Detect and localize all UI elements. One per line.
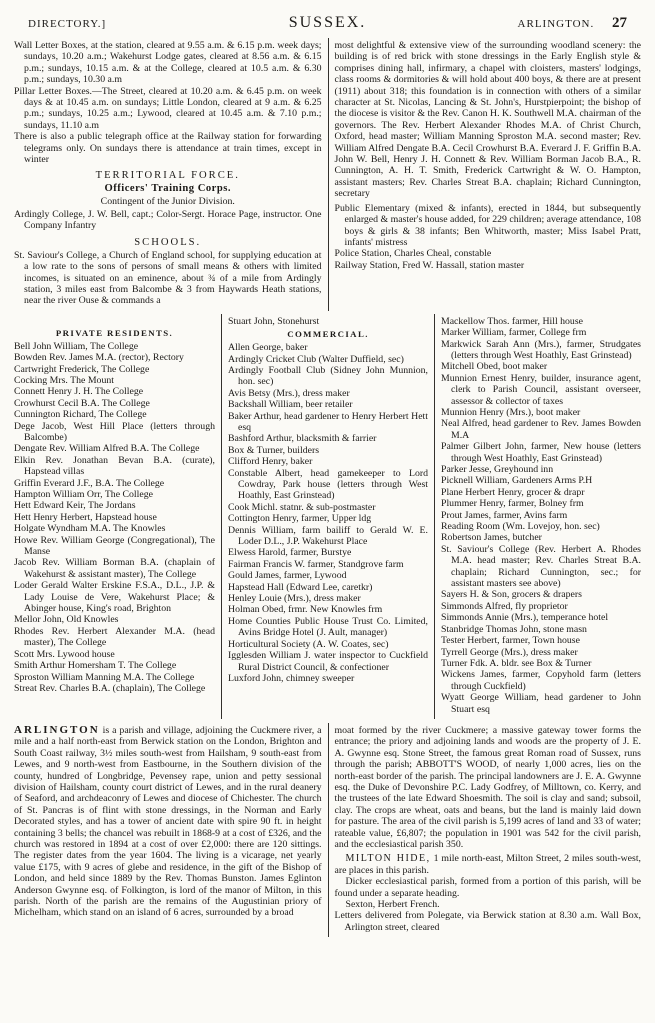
ardingly-college-line: Ardingly College, J. W. Bell, capt.; Color-Sergt. Horace Page, instructor. One Company Infantry: [14, 208, 322, 232]
commercial-entry: Tyrrell George (Mrs.), dress maker: [441, 646, 578, 658]
parish-description-section: [8, 723, 647, 937]
resident-entry: Smith Arthur Homersham T. The College: [14, 660, 177, 672]
commercial-entry: Reading Room (Wm. Lovejoy, hon. sec): [441, 521, 600, 533]
commercial-entry: Plane Herbert Henry, grocer & drapr: [441, 486, 585, 498]
commercial-entry: Prout James, farmer, Avins farm: [441, 509, 568, 521]
top-left-column: [8, 38, 328, 311]
resident-entry: Cunnington Richard, The College: [14, 409, 147, 421]
resident-entry: Connett Henry J. H. The College: [14, 386, 144, 398]
resident-entry: Hett Henry Herbert, Hapstead house: [14, 511, 157, 523]
commercial-entry: Marker William, farmer, College frm: [441, 327, 587, 339]
resident-entry: Dengate Rev. William Alfred B.A. The College: [14, 443, 200, 455]
resident-entry: Crowhurst Cecil B.A. The College: [14, 397, 150, 409]
commercial-entry: Cook Michl. statnr. & sub-postmaster: [228, 501, 376, 513]
commercial-entry: Backshall William, beer retailer: [228, 399, 353, 411]
running-head-left: DIRECTORY.]: [28, 18, 107, 30]
commercial-entry: Luxford John, chimney sweeper: [228, 672, 355, 684]
county-title: SUSSEX.: [288, 14, 367, 31]
commercial-entry: Picknell William, Gardeners Arms P.H: [441, 475, 593, 487]
commercial-entry: Wyatt George William, head gardener to John Stuart esq: [441, 692, 641, 715]
commercial-entry: Wickens James, farmer, Copyhold farm (letters through Cuckfield): [441, 669, 641, 692]
resident-entry: Dege Jacob, West Hill Place (letters through Balcombe): [14, 420, 215, 443]
resident-entry: Scott Mrs. Lywood house: [14, 648, 115, 660]
commercial-entry: Turner Fdk. A. bldr. see Box & Turner: [441, 657, 592, 669]
top-section: [8, 38, 647, 311]
commercial-entry: Igglesden William J. water inspector to Cuckfield Rural District Council, & confectioner: [228, 650, 428, 673]
commercial-entry: Constable Albert, head gamekeeper to Lord Cowdray, Park house (letters through West Hoathly, East Grinstead): [228, 467, 428, 502]
commercial-entry: Clifford Henry, baker: [228, 456, 313, 468]
private-residents-column: [8, 314, 221, 719]
commercial-entry: Palmer Gilbert John, farmer, New house (letters through West Hoathly, East Grinstead): [441, 441, 641, 464]
commercial-entry: Mackellow Thos. farmer, Hill house: [441, 315, 583, 327]
directory-listings-section: [8, 314, 647, 719]
police-station-line: Police Station, Charles Cheal, constable: [334, 248, 492, 260]
top-right-column: [328, 38, 648, 311]
commercial-entry: St. Saviour's College (Rev. Herbert A. Rhodes M.A. head master; Rev. Charles Streat B.A. chaplain; Richard Cunnington, sec.; for assistant masters see above): [441, 543, 641, 590]
resident-entry-overflow: Stuart John, Stonehurst: [228, 315, 320, 327]
commercial-entry: Markwick Sarah Ann (Mrs.), farmer, Strudgates (letters through West Hoathly, East Grinstead): [441, 338, 641, 361]
resident-entry: Bell John William, The College: [14, 340, 139, 352]
commercial-column-1: [221, 314, 434, 719]
wall-letter-boxes-paragraph: Wall Letter Boxes, at the station, cleared at 9.55 a.m. & 6.15 p.m. week days; sundays, 10.20 a.m.; Wakehurst Lodge gates, cleared at 8.56 a.m. & 6.15 p.m.; sundays, 10.15 a.m. & at the College, cleared at 10.5 a.m. & 6.30 p.m.; sundays, 10.30 a.m: [14, 40, 322, 86]
commercial-entry: Holman Obed, frmr. New Knowles frm: [228, 604, 383, 616]
commercial-entry: Henley Louie (Mrs.), dress maker: [228, 593, 361, 605]
commercial-entry: Elwess Harold, farmer, Burstye: [228, 547, 352, 559]
commercial-entry: Hapstead Hall (Edward Lee, caretkr): [228, 581, 373, 593]
dicker-paragraph: Dicker ecclesiastical parish, formed from a portion of this parish, will be found under a separate heading.: [334, 876, 641, 899]
bottom-right-column: [328, 723, 648, 937]
moat-paragraph: moat formed by the river Cuckmere; a massive gateway tower forms the entrance; the priory and adjoining lands and woods are the property of J. E. A. Gwynne esq. Stone Street, the famous great Roman road of Sussex, runs through the parish; ABBOTT'S WOOD, of nearly 1,000 acres, lies on the north-east border of the parish. The principal landowners are J. E. A. Gwynne esq. the Duke of Devonshire P.C. Lady Godfrey, of Milltown, co. Kerry, and the trustees of the late Edward Shoesmith. The soil is clay and sand; subsoil, clay. The crops are wheat, oats and beans, but the land is mainly laid down for pasture. The area of the civil parish is 5,199 acres of land and 33 of water; rateable value, £6,807; the population in 1901 was 542 for the civil parish, and the ecclesiastical parish 350.: [334, 724, 641, 850]
commercial-entry: Cottington Henry, farmer, Upper ldg: [228, 513, 372, 525]
commercial-entry: Avis Betsy (Mrs.), dress maker: [228, 387, 350, 399]
commercial-entry: Munnion Henry (Mrs.), boot maker: [441, 406, 581, 418]
commercial-entry: Ardingly Cricket Club (Walter Duffield, sec): [228, 353, 404, 365]
letters-delivered-paragraph: Letters delivered from Polegate, via Berwick station at 8.30 a.m. Wall Box, Arlington street, cleared: [334, 910, 641, 933]
resident-entry: Griffin Everard J.F., B.A. The College: [14, 477, 165, 489]
commercial-entry: Baker Arthur, head gardener to Henry Herbert Hett esq: [228, 410, 428, 433]
resident-entry: Hampton William Orr, The College: [14, 489, 153, 500]
resident-entry: Howe Rev. William George (Congregational), The Manse: [14, 534, 215, 558]
commercial-list-1: [228, 342, 428, 684]
resident-entry: Elkin Rev. Jonathan Bevan B.A. (curate), Hapstead villas: [14, 454, 215, 478]
railway-station-line: Railway Station, Fred W. Hassall, station master: [334, 259, 525, 271]
resident-entry: Mellor John, Old Knowles: [14, 614, 119, 626]
contingent-line: Contingent of the Junior Division.: [100, 196, 235, 208]
arlington-body: is a parish and village, adjoining the Cuckmere river, a mile and a half north-east from Berwick station on the London, Brighton and South Coast railway, 3½ miles south-west from Hailsham, 9 south-east from Lewes, and 9 north-west from Eastbourne, in the Southern division of the county, hundred of Longbridge, Pevensey rape, union and petty sessional division of Hailsham, county court district of Lewes, and in the rural deanery of Seaford, and archdeaconry of Lewes and diocese of Chichester. The church of St. Pancras is of flint with stone dressings, in the Norman and Early Decorated styles, and has a tower of ancient date with spire 90 ft. in height containing 3 bells; the chancel was rebuilt in 1868-9 at a cost of £326, and the church was restored in 1894 at a cost of over £2,000: there are 120 sittings. The register dates from the year 1604. The living is a vicarage, net yearly value £175, with 9 acres of glebe and residence, in the gift of the Bishop of London, and held since 1889 by the Rev. Thomas Bunston. James Eglinton Anderson Gwynne esq. of Folkington, is lord of the manor of Milton, in this parish. North of the parish are the remains of the Augustinian priory of Michelham, which stand on an island of 6 acres, surrounded by a broad: [14, 724, 322, 919]
resident-entry: Cocking Mrs. The Mount: [14, 374, 114, 386]
telegraph-paragraph: There is also a public telegraph office at the Railway station for forwarding telegrams only. On sundays there is attendance at train times, except in winter: [14, 131, 322, 166]
resident-entry: Hett Edward Keir, The Jordans: [14, 500, 136, 512]
resident-entry: Rhodes Rev. Herbert Alexander M.A. (head master), The College: [14, 625, 215, 649]
resident-entry: Cartwright Frederick, The College: [14, 363, 150, 375]
commercial-entry: Plummer Henry, farmer, Bolney frm: [441, 498, 584, 510]
commercial-entry: Fairman Francis W. farmer, Standgrove farm: [228, 558, 404, 570]
commercial-entry: Sayers H. & Son, grocers & drapers: [441, 589, 582, 601]
commercial-entry: Allen George, baker: [228, 342, 308, 354]
schools-heading: SCHOOLS.: [134, 236, 202, 248]
commercial-heading: COMMERCIAL.: [287, 329, 369, 340]
commercial-entry: Munnion Ernest Henry, builder, insurance agent, clerk to Parish Council, assistant overseer, assessor & collector of taxes: [441, 372, 641, 407]
parish-title: ARLINGTON.: [517, 18, 595, 30]
running-head-right: [427, 15, 627, 32]
st-saviours-paragraph: St. Saviour's College, a Church of England school, for supplying education at a low rate to the sons of persons of small means & others with limited incomes, is situated on an eminence, about ¾ of a mile from Ardingly station, 3 miles east from Balcombe & 3 from Haywards Heath stations, near the river Ouse & commands a: [14, 249, 322, 307]
arlington-paragraph: [14, 725, 322, 919]
commercial-entry: Home Counties Public House Trust Co. Limited, Avins Bridge Hotel (J. Ault, manager): [228, 615, 428, 639]
running-head: [8, 6, 647, 36]
commercial-entry: Robertson James, butcher: [441, 532, 542, 544]
milton-hide-lead: MILTON HIDE,: [345, 853, 431, 865]
st-saviours-continued-paragraph: most delightful & extensive view of the surrounding woodland scenery: the building is of red brick with stone dressings in the Early English style & comprises dining hall, infirmary, a chapel with cloisters, masters' lodgings, class rooms & dormitories & will hold about 400 boys, & there are at present (1911) about 318; this foundation is in connection with others of a similar character at St. Nicolas, Lancing & St. John's, Hurstpierpoint; the bishop of the diocese is visitor & the Rev. Canon H. K. Southwell M.A. chairman of the governors. The Rev. Herbert Alexander Rhodes M.A. of Christ Church, Oxford, head master; William Manning Sproston M.A. second master; Rev. William Alfred Dengate B.A. Cecil Crowhurst B.A. Everard J. F. Griffin B.A. John W. Bell, Henry J. H. Connett & Rev. William Borman Jacob B.A., R. Cunnington, A. H. T. Smith, Frederick Cartwright & W. O. Hampton, assistant masters; Rev. Charles Streat B.A. chaplain; Richard Cunnington, secretary: [334, 40, 641, 200]
public-elementary-paragraph: Public Elementary (mixed & infants), erected in 1844, but subsequently enlarged & master's house added, for 229 children; average attendance, 108 boys & girls & 38 infants; Ben Whitworth, master; Miss Isabel Pratt, infants' mistress: [334, 202, 641, 248]
page-number: 27: [612, 15, 628, 31]
resident-entry: Sproston William Manning M.A. The College: [14, 671, 195, 683]
arlington-lead: ARLINGTON: [14, 723, 100, 736]
bottom-left-column: [8, 723, 328, 937]
milton-hide-body: 1 mile north-east, Milton Street, 2 miles south-west, are places in this parish.: [334, 853, 641, 876]
resident-entry: Holgate Wyndham M.A. The Knowles: [14, 523, 166, 535]
resident-entry: Loder Gerald Walter Erskine F.S.A., D.L., J.P. & Lady Louise de Vere, Wakehurst Place; & Abinger house, King's road, Brighton: [14, 580, 215, 615]
commercial-entry: Neal Alfred, head gardener to Rev. James Bowden M.A: [441, 418, 641, 441]
commercial-entry: Horticultural Society (A. W. Coates, sec): [228, 638, 389, 650]
commercial-entry: Gould James, farmer, Lywood: [228, 570, 347, 582]
officers-training-corps-heading: Officers' Training Corps.: [104, 183, 232, 195]
milton-hide-paragraph: [335, 853, 642, 876]
commercial-entry: Tester Herbert, farmer, Town house: [441, 635, 580, 647]
commercial-entry: Mitchell Obed, boot maker: [441, 361, 548, 373]
commercial-entry: Simmonds Annie (Mrs.), temperance hotel: [441, 612, 609, 624]
sexton-line: Sexton, Herbert French.: [345, 899, 440, 911]
private-residents-list: [14, 341, 215, 695]
resident-entry: Jacob Rev. William Borman B.A. (chaplain of Wakehurst & assistant master), The College: [14, 557, 215, 580]
commercial-entry: Simmonds Alfred, fly proprietor: [441, 600, 568, 612]
commercial-column-2: [434, 314, 647, 719]
pillar-letter-boxes-paragraph: Pillar Letter Boxes.—The Street, cleared at 10.20 a.m. & 6.45 p.m. on week days & at 10.45 a.m. on sundays; Little London, cleared at 9 a.m. & 6.25 p.m.; sundays, 10.25 a.m.; Lywood, cleared at 10.45 a.m. & 7.10 p.m.; sundays, 11.10 a.m: [14, 85, 322, 131]
commercial-entry: Dennis William, farm bailiff to Gerald W. E. Loder D.L., J.P. Wakehurst Place: [228, 524, 428, 548]
territorial-force-heading: TERRITORIAL FORCE.: [95, 170, 240, 182]
commercial-entry: Box & Turner, builders: [228, 444, 320, 456]
commercial-entry: Bashford Arthur, blacksmith & farrier: [228, 433, 377, 445]
resident-entry: Streat Rev. Charles B.A. (chaplain), The College: [14, 682, 206, 694]
private-residents-heading: PRIVATE RESIDENTS.: [55, 327, 174, 338]
resident-entry: Bowden Rev. James M.A. (rector), Rectory: [14, 352, 184, 364]
commercial-entry: Parker Jesse, Greyhound inn: [441, 464, 554, 475]
commercial-list-2: [441, 316, 641, 715]
commercial-entry: Stanbridge Thomas John, stone masn: [441, 623, 587, 635]
commercial-entry: Ardingly Football Club (Sidney John Munnion, hon. sec): [228, 364, 428, 388]
